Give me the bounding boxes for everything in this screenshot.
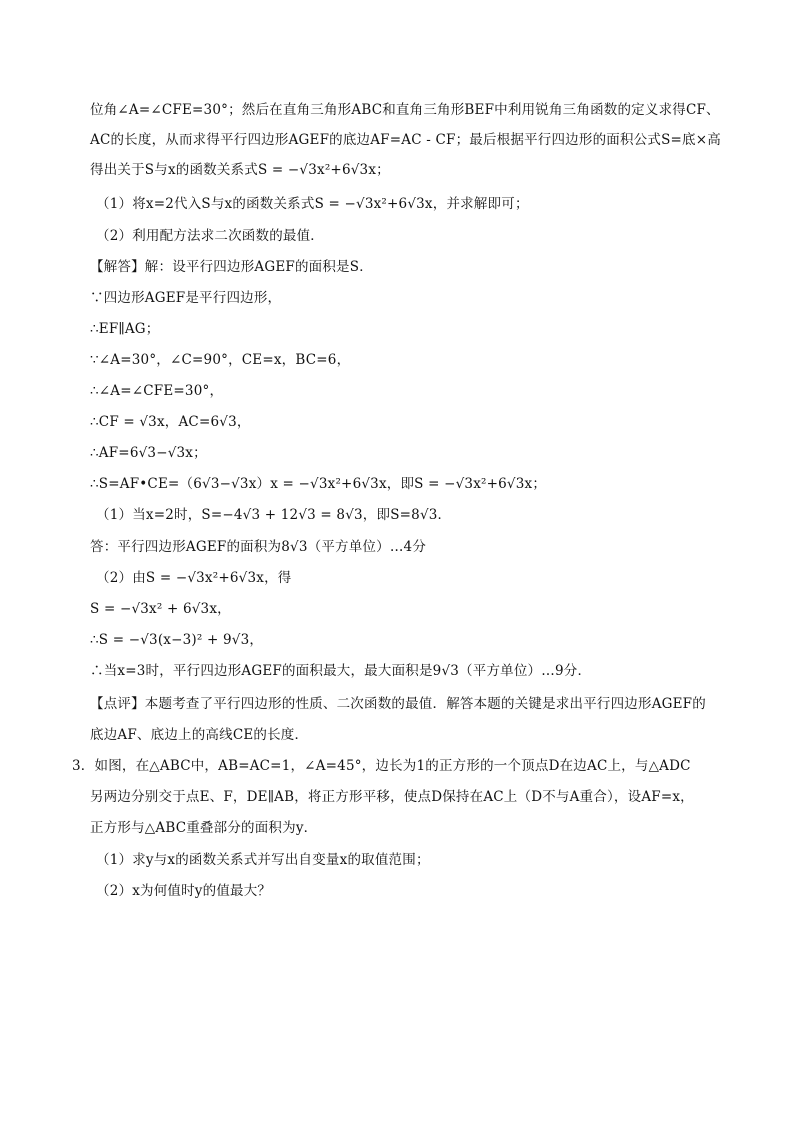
text-line-1: 位角∠A=∠CFE=30°；然后在直角三角形ABC和直角三角形BEF中利用锐角三角函数的定义求得CF、 bbox=[90, 102, 720, 118]
text-line-4: （1）将x=2代入S与x的函数关系式S = −√3x²+6√3x，并求解即可； bbox=[96, 196, 529, 212]
text-line-23: 另两边分别交于点E、F，DE∥AB，将正方形平移，使点D保持在AC上（D不与A重合），设AF=x， bbox=[90, 789, 694, 805]
text-line-9: ∵∠A=30°，∠C=90°，CE=x，BC=6， bbox=[90, 352, 351, 368]
question-3: 3．如图，在△ABC中，AB=AC=1，∠A=45°，边长为1的正方形的一个顶点D在边AC上，与△ADC bbox=[72, 758, 691, 774]
text-line-5: （2）利用配方法求二次函数的最值． bbox=[96, 228, 324, 244]
text-line-11: ∴CF = √3x，AC=6√3， bbox=[90, 414, 251, 430]
text-line-2: AC的长度，从而求得平行四边形AGEF的底边AF=AC - CF；最后根据平行四边形的面积公式S=底×高 bbox=[90, 132, 721, 148]
text-line-15: 答：平行四边形AGEF的面积为8√3（平方单位）…4分 bbox=[90, 539, 427, 555]
text-line-24: 正方形与△ABC重叠部分的面积为y． bbox=[90, 820, 318, 836]
text-line-19: ∴当x=3时，平行四边形AGEF的面积最大，最大面积是9√3（平方单位）…9分． bbox=[90, 663, 592, 679]
text-line-13: ∴S=AF•CE=（6√3−√3x）x = −√3x²+6√3x，即S = −√3x²+6√3x； bbox=[90, 476, 547, 492]
text-line-8: ∴EF∥AG； bbox=[90, 321, 160, 337]
text-line-14: （1）当x=2时，S=−4√3 + 12√3 = 8√3，即S=8√3． bbox=[96, 507, 452, 523]
text-line-21: 底边AF、底边上的高线CE的长度． bbox=[90, 727, 309, 743]
answer-heading: 【解答】解：设平行四边形AGEF的面积是S． bbox=[90, 259, 373, 275]
text-line-10: ∴∠A=∠CFE=30°， bbox=[90, 383, 224, 399]
text-line-3: 得出关于S与x的函数关系式S = −√3x²+6√3x； bbox=[90, 162, 390, 178]
comment-heading: 【点评】本题考查了平行四边形的性质、二次函数的最值．解答本题的关键是求出平行四边形AGEF的 bbox=[90, 696, 706, 712]
question-3-part-1: （1）求y与x的函数关系式并写出自变量x的取值范围； bbox=[96, 852, 430, 868]
text-line-16: （2）由S = −√3x²+6√3x，得 bbox=[96, 570, 292, 586]
text-line-7: ∵四边形AGEF是平行四边形， bbox=[90, 290, 282, 306]
text-line-17: S = −√3x² + 6√3x， bbox=[90, 601, 231, 617]
question-3-part-2: （2）x为何值时y的值最大？ bbox=[96, 883, 272, 899]
text-line-12: ∴AF=6√3−√3x； bbox=[90, 445, 207, 461]
text-line-18: ∴S = −√3(x−3)² + 9√3， bbox=[90, 632, 264, 648]
